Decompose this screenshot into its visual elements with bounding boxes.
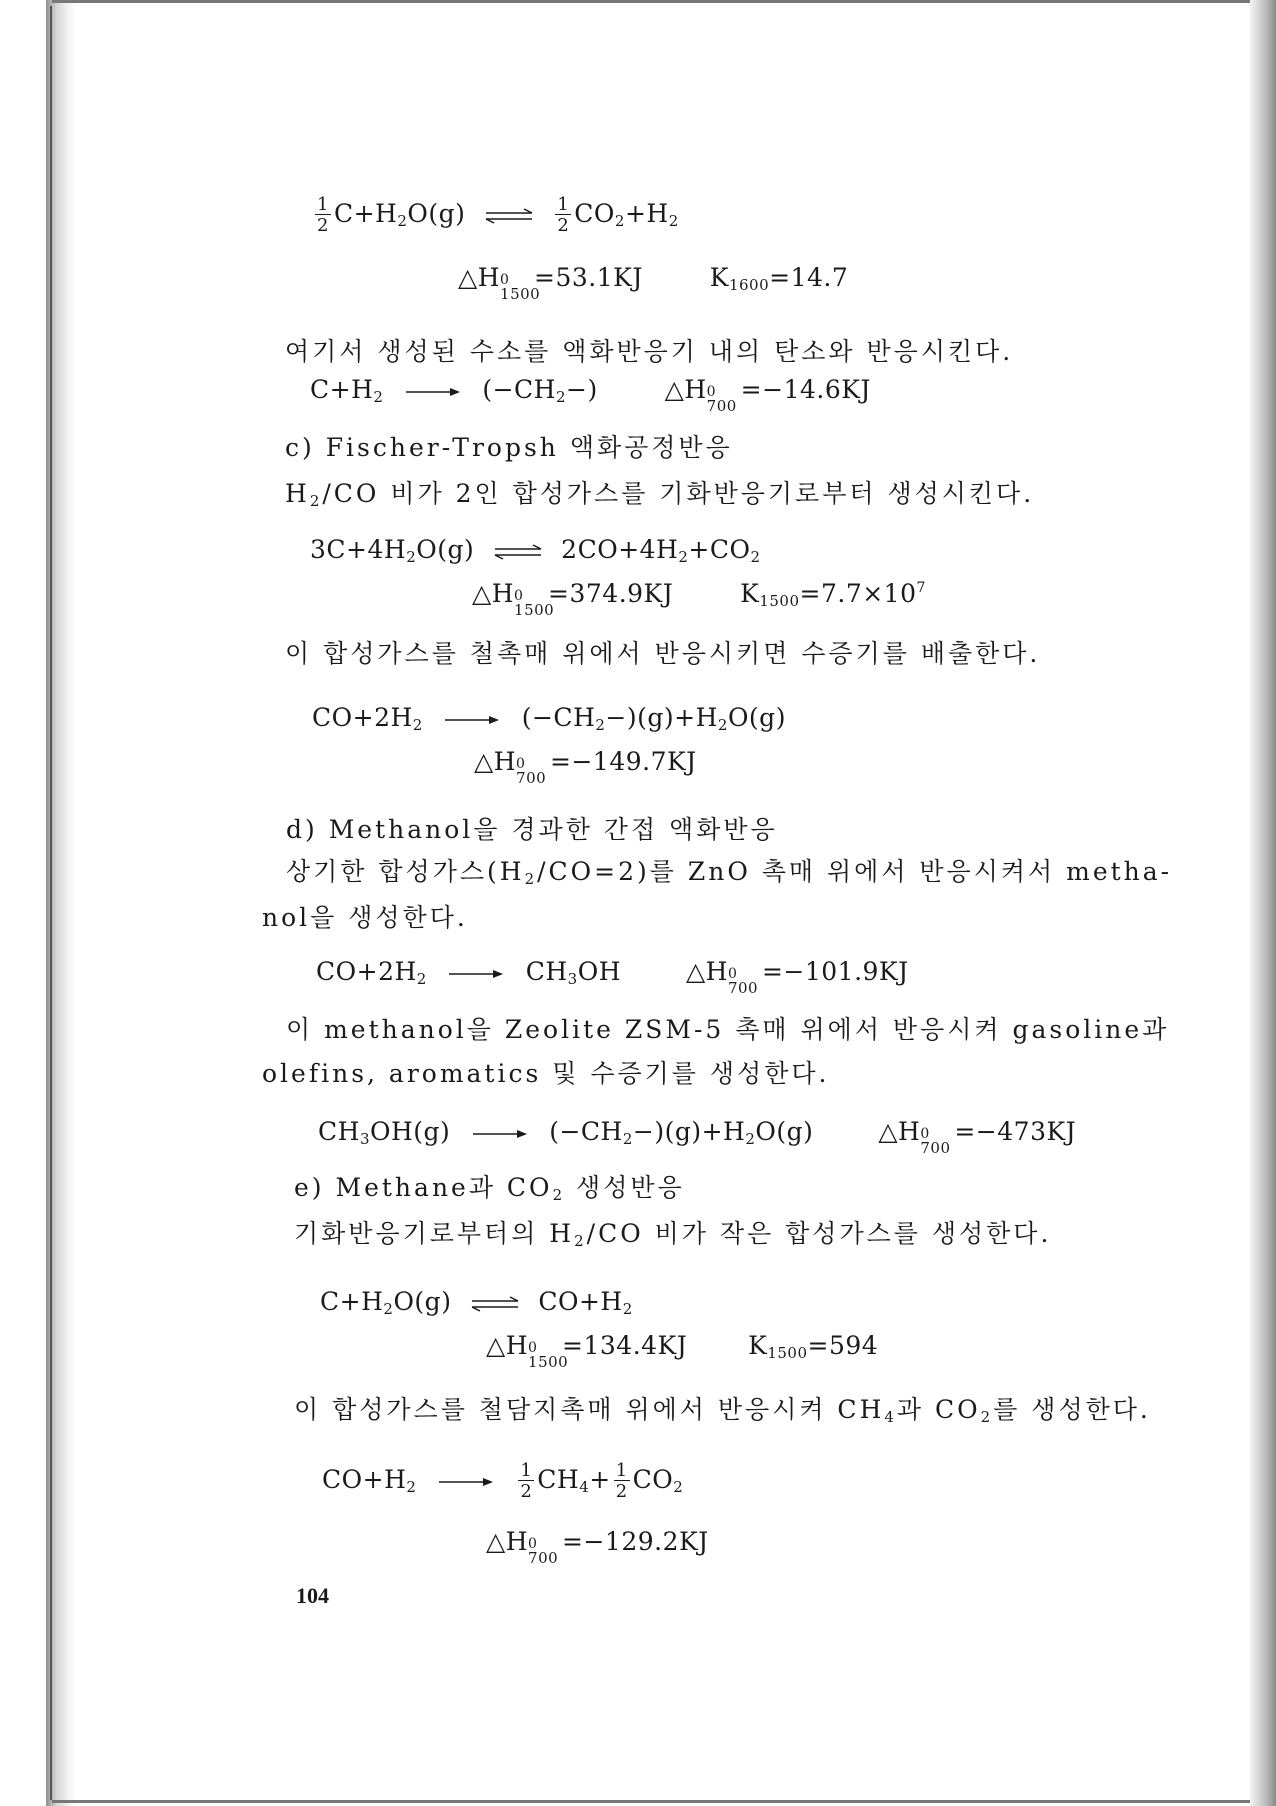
equation-4-conditions: △H 0 700 =−149.7KJ [474,747,697,787]
equilibrium-arrow-icon [493,544,543,560]
equation-3-conditions: △H 0 1500 =374.9KJ $K_{1500}=7.7\times 10^7$ [472,579,926,619]
reaction-arrow-icon [437,1476,495,1488]
paragraph-zeolite-line-1: 이 methanol을 Zeolite ZSM-5 촉매 위에서 반응시켜 gasoline과 [286,1015,1170,1044]
page-border-left [50,6,52,1800]
fraction: $\frac{1}{2}$ [520,1460,533,1502]
equation-7-conditions: △H 0 1500 =134.4KJ $K_{1500}=594$ [486,1331,879,1371]
equation-2: $C+H_2$ $(-CH_2-)$ △H 0 700 =−14.6KJ [310,375,871,415]
paragraph-hydrogen-reaction: 여기서 생성된 수소를 액화반응기 내의 탄소와 반응시킨다. [285,337,1014,366]
fraction: $\frac{1}{2}$ [557,194,570,236]
equilibrium-arrow-icon [470,1296,520,1312]
equilibrium-arrow-icon [484,208,534,224]
fraction: $\frac{1}{2}$ [317,194,329,236]
equation-3: $3C+4H_2O(g)$ $2CO+4H_2+CO_2$ [310,535,761,566]
reaction-arrow-icon [404,386,462,398]
page-border-bottom [52,1800,1252,1803]
section-c-title: c) Fischer-Tropsh 액화공정반응 [285,433,733,462]
paragraph-iron-catalyst: 이 합성가스를 철촉매 위에서 반응시키면 수증기를 배출한다. [285,639,1041,668]
equation-8: $CO+H_2$ $\frac{1}{2}$ $CH_4+$ $\frac{1}{2}$ $CO_2$ [322,1460,684,1502]
reaction-arrow-icon [443,714,501,726]
section-e-description: 기화반응기로부터의 $H_2/CO$ 비가 작은 합성가스를 생성한다. [294,1219,1052,1250]
page-border-top [52,0,1252,3]
page-shadow-right [1250,0,1276,1806]
equation-6: $CH_3OH(g)$ $(-CH_2-)(g)+H_2O(g)$ △H 0 700 =−473KJ [318,1117,1077,1157]
section-c-description: $H_2/CO$ 비가 2인 합성가스를 기화반응기로부터 생성시킨다. [285,479,1035,510]
page-number: 104 [296,1583,329,1608]
equation-7: $C+H_2O(g)$ $CO+H_2$ [320,1287,633,1318]
equation-4: $CO+2H_2$ $(-CH_2-)(g)+H_2O(g)$ [312,703,786,734]
equation-1: $\frac{1}{2}$ $C+H_2O(g)$ $\frac{1}{2}$ $CO_2+H_2$ [317,194,679,236]
section-d-line-2: nol을 생성한다. [262,903,468,932]
equation-8-conditions: △H 0 700 =−129.2KJ [486,1527,709,1567]
fraction: $\frac{1}{2}$ [615,1460,628,1502]
section-e-title: e) Methane과 $CO_2$ 생성반응 [294,1173,685,1204]
paragraph-zeolite-line-2: olefins, aromatics 및 수증기를 생성한다. [262,1059,830,1088]
reaction-arrow-icon [447,968,505,980]
equation-5: $CO+2H_2$ $CH_3OH$ △H 0 700 =−101.9KJ [316,957,909,997]
reaction-arrow-icon [471,1128,529,1140]
section-d-title: d) Methanol을 경과한 간접 액화반응 [286,815,778,844]
paragraph-iron-support-catalyst: 이 합성가스를 철담지촉매 위에서 반응시켜 $CH_4$과 $CO_2$를 생성한다. [294,1395,1151,1426]
equation-1-conditions: △H 0 1500 =53.1KJ $K_{1600}=14.7$ [458,263,849,303]
section-d-line-1: 상기한 합성가스$(H_2/CO=2)$를 ZnO 촉매 위에서 반응시켜서 metha- [286,857,1173,888]
